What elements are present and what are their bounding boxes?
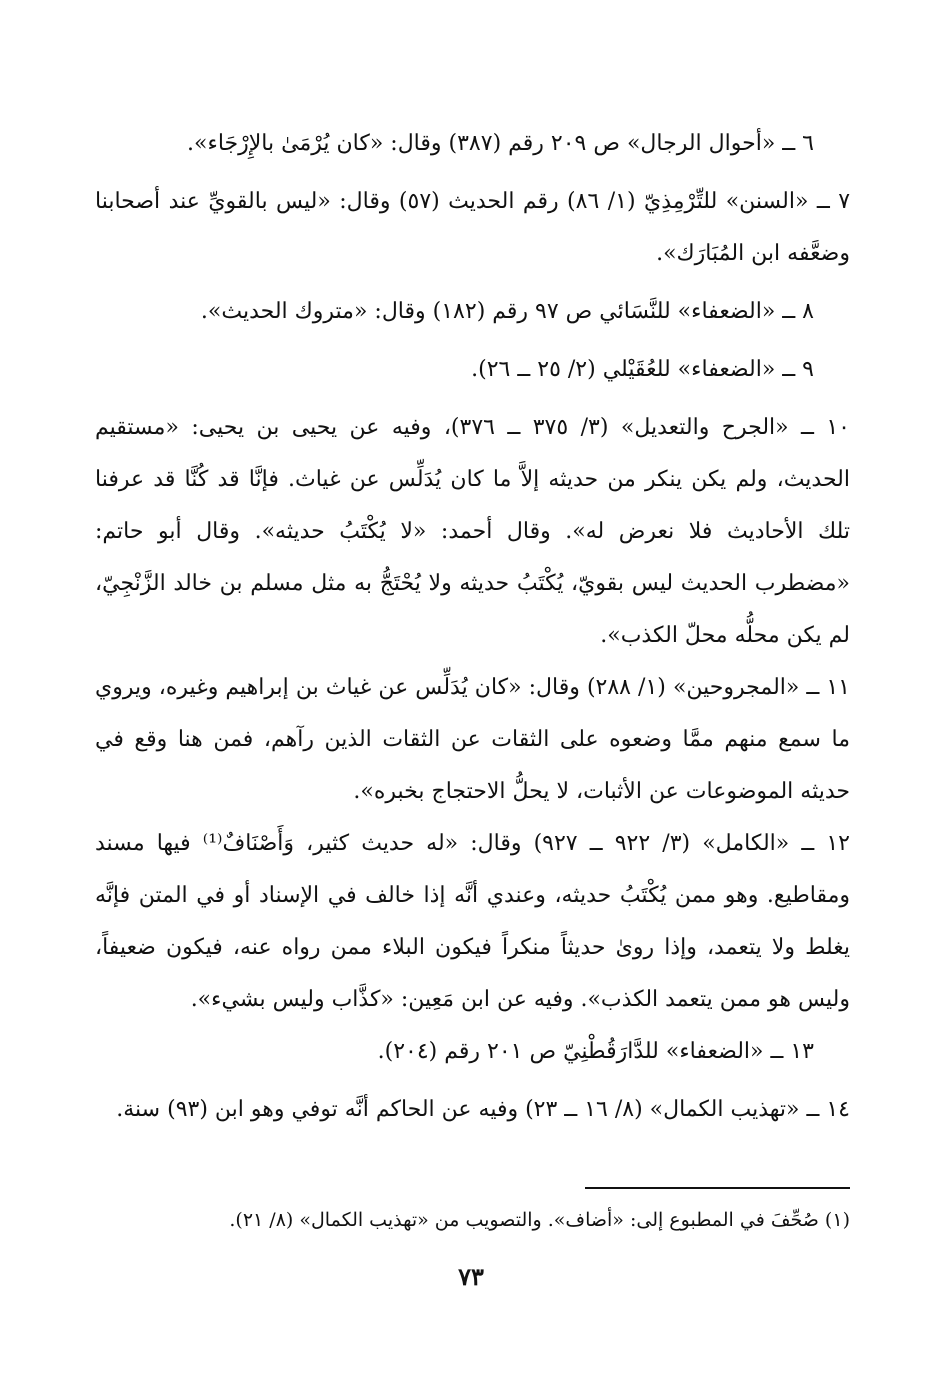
page-body: [95, 118, 850, 1136]
entry-13: ١٣ ــ «الضعفاء» للدَّارَقُطْنِيّ ص ٢٠١ رقم (٢٠٤).: [377, 1039, 814, 1064]
entry-9: ٩ ــ «الضعفاء» للعُقَيْلي (٢/ ٢٥ ــ ٢٦).: [471, 357, 814, 382]
entry-11: ١١ ــ «المجروحين» (١/ ٢٨٨) وقال: «كان يُدَلِّس عن غياث بن إبراهيم وغيره، ويروي ما سمع منهم ممَّا وضعوه على الثقات عن الثقات الذين رآهم، فمن هنا وقع في حديثه الموضوعات عن الأثبات، لا يحلُّ الاحتجاج بخبره».: [95, 675, 850, 804]
page-number: ٧٣: [458, 1262, 484, 1291]
entry-8: ٨ ــ «الضعفاء» للنَّسَائي ص ٩٧ رقم (١٨٢) وقال: «متروك الحديث».: [200, 299, 814, 324]
entry-12: ١٢ ــ «الكامل» (٣/ ٩٢٢ ــ ٩٢٧) وقال: «له حديث كثير، وَأَصْنَافٌ⁽¹⁾ فيها مسند ومقاطيع. وهو ممن يُكْتَبُ حديثه، وعندي أنَّه إذا خالف في الإسناد أو في المتن فإنَّه يغلط ولا يتعمد، وإذا روىٰ حديثاً منكراً فيكون البلاء ممن رواه عنه، فيكون ضعيفاً، وليس هو ممن يتعمد الكذب». وفيه عن ابن مَعِين: «كذَّاب وليس بشيء».: [95, 831, 850, 1012]
footnote-divider: [585, 1187, 850, 1189]
entry-10: ١٠ ــ «الجرح والتعديل» (٣/ ٣٧٥ ــ ٣٧٦)، وفيه عن يحيى بن يحيى: «مستقيم الحديث، ولم يكن ينكر من حديثه إلاَّ ما كان يُدَلِّس عن غياث. فإنَّا قد كُنَّا قد عرفنا تلك الأحاديث فلا نعرض له». وقال أحمد: «لا يُكْتَبُ حديثه». وقال أبو حاتم: «مضطرب الحديث ليس بقويّ، يُكْتَبُ حديثه ولا يُحْتَجُّ به مثل مسلم بن خالد الزَّنْجِيّ، لم يكن محلُّه محلّ الكذب».: [95, 415, 850, 648]
entry-6: ٦ ــ «أحوال الرجال» ص ٢٠٩ رقم (٣٨٧) وقال: «كان يُرْمَىٰ بالإِرْجَاء».: [187, 131, 814, 156]
footnote: (١) صُحِّفَ في المطبوع إلى: «أضاف». والتصويب من «تهذيب الكمال» (٨/ ٢١).: [229, 1209, 850, 1231]
entry-7: ٧ ــ «السنن» للتِّرْمِذِيّ (١/ ٨٦) رقم الحديث (٥٧) وقال: «ليس بالقويِّ عند أصحابنا وضعَّفه ابن المُبَارَك».: [95, 189, 851, 266]
entry-14: ١٤ ــ «تهذيب الكمال» (٨/ ١٦ ــ ٢٣) وفيه عن الحاكم أنَّه توفي وهو ابن (٩٣) سنة.: [116, 1097, 850, 1122]
